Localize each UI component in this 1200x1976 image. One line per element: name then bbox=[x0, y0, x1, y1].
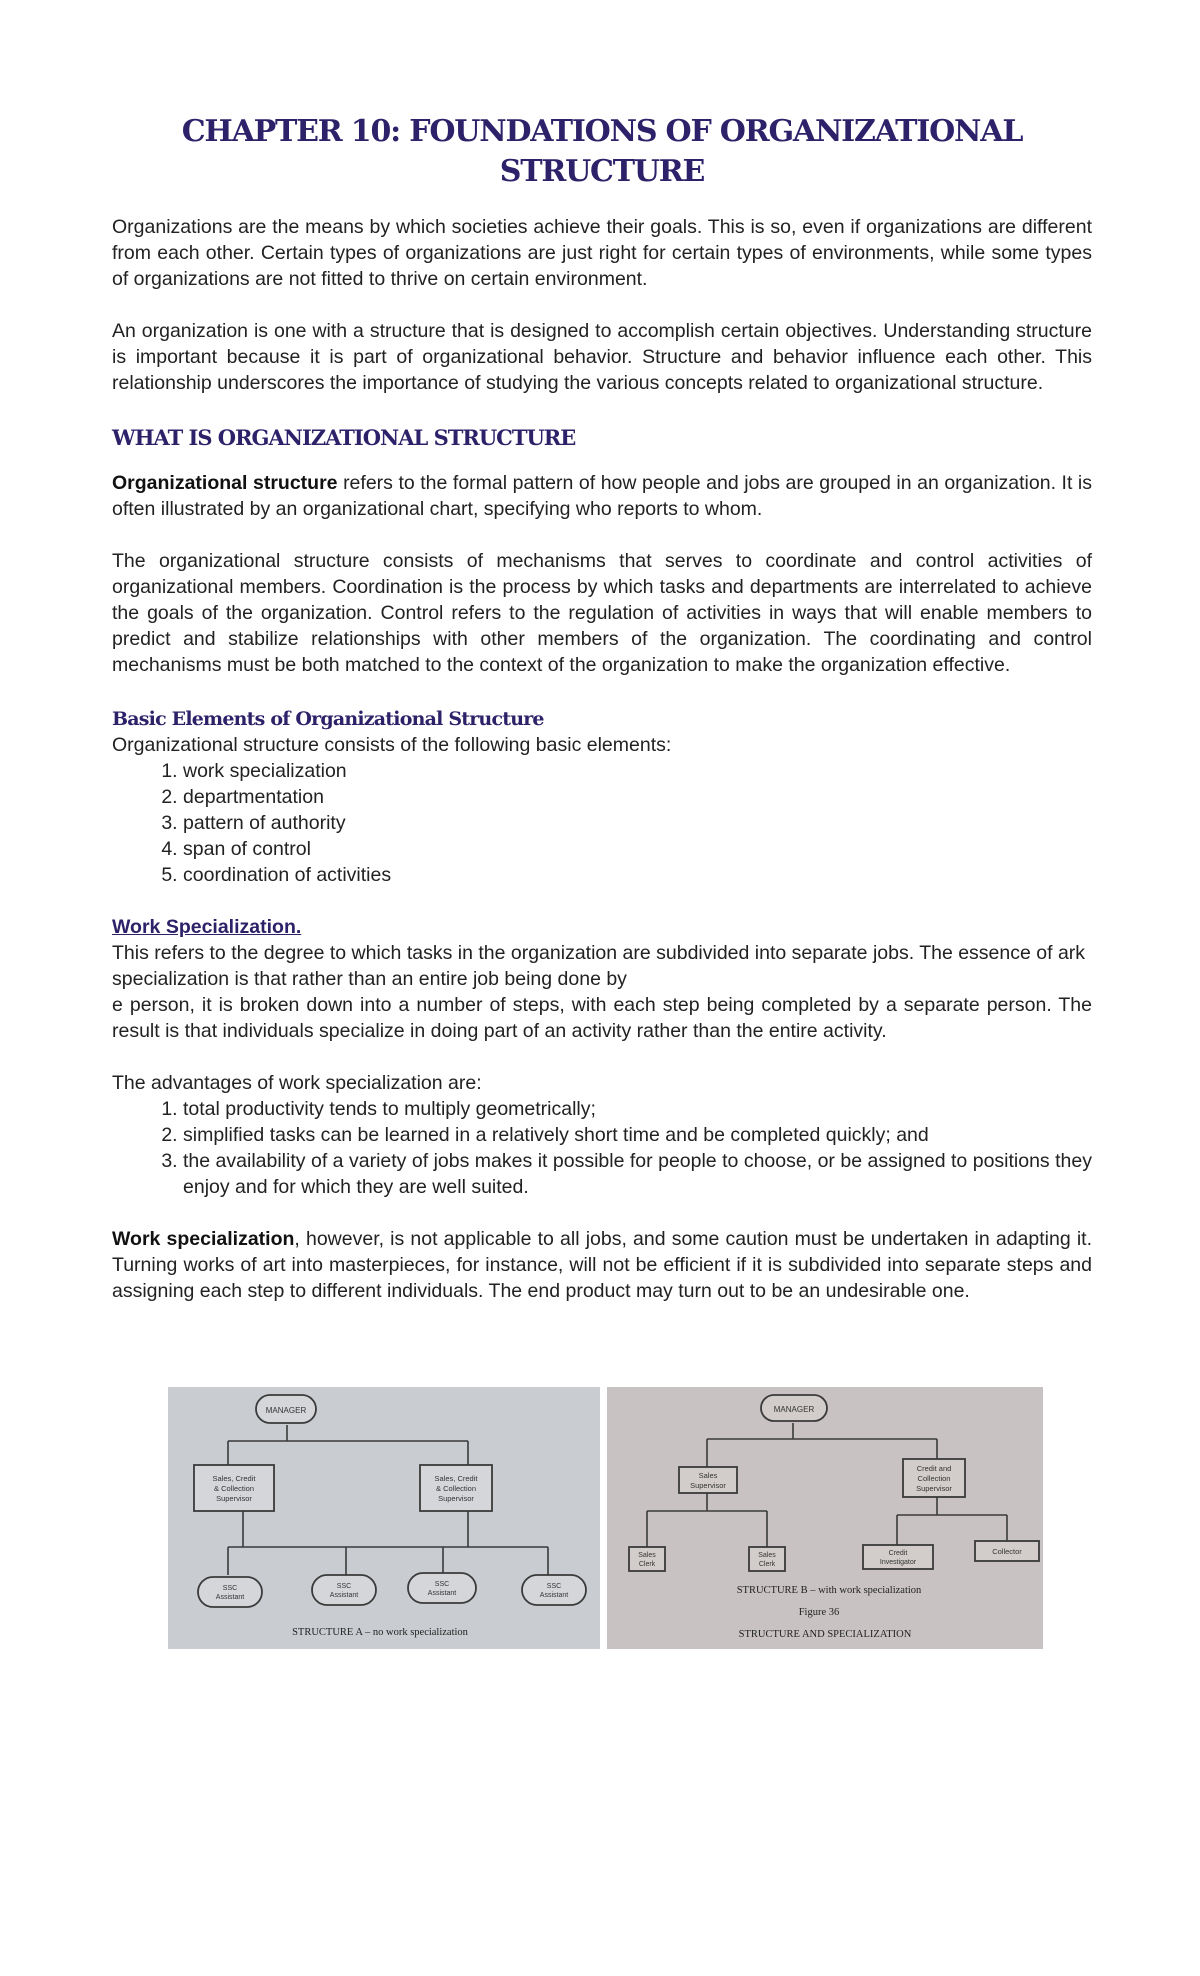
structure-a-figure bbox=[168, 1387, 600, 1649]
caution-text: , however, is not applicable to all jobs, and some caution must be undertaken in adapting it. Turning works of art into masterpieces, for instance, will not be efficient if it is subdivided into separate steps and assigning each step to different individuals. The end product may turn out to be an undesirable one. bbox=[112, 1228, 1092, 1302]
document-page bbox=[112, 112, 1092, 1304]
structure-b-caption: STRUCTURE B – with work specialization bbox=[736, 1585, 922, 1596]
credit-supervisor-label: Supervisor bbox=[916, 1484, 952, 1493]
definition-term: Organizational structure bbox=[112, 472, 338, 494]
basic-elements-intro: Organizational structure consists of the following basic elements: bbox=[112, 734, 672, 756]
assistant-node bbox=[522, 1575, 586, 1605]
structure-b-figure bbox=[607, 1387, 1043, 1649]
list-item: 5. coordination of activities bbox=[183, 862, 1092, 888]
sales-clerk-label: Sales bbox=[758, 1552, 776, 1559]
assistant-label: SSC bbox=[434, 1581, 450, 1588]
assistant-node bbox=[408, 1573, 476, 1603]
list-item: 1. total productivity tends to multiply geometrically; bbox=[183, 1096, 1092, 1122]
supervisor-right-line: Supervisor bbox=[438, 1494, 474, 1503]
definition-text: refers to the formal pattern of how people and jobs are grouped in an organization. It is often illustrated by an organizational chart, specifying who reports to whom. bbox=[112, 472, 1093, 520]
sales-supervisor-label: Supervisor bbox=[690, 1481, 726, 1490]
sales-clerk-label: Clerk bbox=[758, 1561, 776, 1568]
structure-a-caption: STRUCTURE A – no work specialization bbox=[292, 1627, 468, 1638]
caution-paragraph bbox=[112, 1226, 1092, 1304]
assistant-label: Assistant bbox=[215, 1594, 245, 1601]
figure-title: STRUCTURE AND SPECIALIZATION bbox=[738, 1629, 912, 1640]
section-heading: WHAT IS ORGANIZATIONAL STRUCTURE bbox=[112, 425, 576, 450]
basic-elements-heading: Basic Elements of Organizational Structure bbox=[112, 708, 544, 730]
manager-label: MANAGER bbox=[265, 1406, 307, 1415]
assistant-node bbox=[198, 1577, 262, 1607]
work-specialization-line-2: e person, it is broken down into a number of steps, with each step being completed by a separate person. The result is that individuals specialize in doing part of an activity rather than the entire activity. bbox=[112, 994, 1092, 1042]
list-item: 2. departmentation bbox=[183, 784, 1092, 810]
sales-clerk-label: Sales bbox=[638, 1552, 656, 1559]
manager-label: MANAGER bbox=[773, 1405, 815, 1414]
structure-a-chart bbox=[168, 1387, 600, 1649]
figures-row bbox=[168, 1387, 1043, 1649]
sales-supervisor-label: Sales bbox=[698, 1471, 718, 1480]
supervisor-left-line: & Collection bbox=[213, 1484, 255, 1493]
supervisor-right-line: Sales, Credit bbox=[434, 1474, 478, 1483]
figure-number: Figure 36 bbox=[798, 1607, 840, 1618]
structure-b-chart bbox=[607, 1387, 1043, 1649]
assistant-label: SSC bbox=[546, 1583, 562, 1590]
caution-term: Work specialization bbox=[112, 1228, 295, 1250]
supervisor-left-line: Sales, Credit bbox=[212, 1474, 256, 1483]
assistant-label: Assistant bbox=[329, 1592, 359, 1599]
advantages-list bbox=[112, 1096, 1092, 1200]
list-item: 2. simplified tasks can be learned in a relatively short time and be completed quickly; and bbox=[183, 1122, 1092, 1148]
credit-supervisor-label: Collection bbox=[917, 1474, 951, 1483]
list-item: 3. the availability of a variety of jobs makes it possible for people to choose, or be assigned to positions they enjoy and for which they are well suited. bbox=[183, 1148, 1092, 1200]
work-specialization-heading: Work Specialization. bbox=[112, 916, 302, 938]
sales-clerk-label: Clerk bbox=[638, 1561, 656, 1568]
definition-paragraph bbox=[112, 470, 1092, 522]
supervisor-left-line: Supervisor bbox=[216, 1494, 252, 1503]
intro-paragraph-2: An organization is one with a structure that is designed to accomplish certain objectives. Understanding structure is important because it is part of organizational behavior. Structure and behavior influence each other. This relationship underscores the importance of studying the various concepts related to organizational structure. bbox=[112, 320, 1092, 394]
assistant-label: SSC bbox=[222, 1585, 238, 1592]
assistant-node bbox=[312, 1575, 376, 1605]
supervisor-right-line: & Collection bbox=[435, 1484, 477, 1493]
list-item: 1. work specialization bbox=[183, 758, 1092, 784]
collector-label: Collector bbox=[992, 1547, 1022, 1556]
basic-elements-list bbox=[112, 758, 1092, 888]
credit-investigator-label: Credit bbox=[888, 1550, 908, 1557]
credit-investigator-label: Investigator bbox=[879, 1559, 917, 1566]
intro-paragraph-1: Organizations are the means by which societies achieve their goals. This is so, even if organizations are different from each other. Certain types of organizations are just right for certain types of environments, while some types of organizations are not fitted to thrive on certain environment. bbox=[112, 216, 1092, 290]
list-item: 3. pattern of authority bbox=[183, 810, 1092, 836]
work-specialization-line-1: This refers to the degree to which tasks in the organization are subdivided into separate jobs. The essence of ark specialization is that rather than an entire job being done by bbox=[112, 942, 1086, 990]
list-item: 4. span of control bbox=[183, 836, 1092, 862]
advantages-intro: The advantages of work specialization are: bbox=[112, 1072, 482, 1094]
assistant-label: SSC bbox=[336, 1583, 352, 1590]
mechanisms-paragraph: The organizational structure consists of mechanisms that serves to coordinate and control activities of organizational members. Coordination is the process by which tasks and departments are interrelated to achieve the goals of the organization. Control refers to the regulation of activities in ways that will enable members to predict and stabilize relationships with other members of the organization. The coordinating and control mechanisms must be both matched to the context of the organization to make the organization effective. bbox=[112, 550, 1092, 676]
assistant-label: Assistant bbox=[427, 1590, 457, 1597]
credit-supervisor-label: Credit and bbox=[916, 1464, 952, 1473]
assistant-label: Assistant bbox=[539, 1592, 569, 1599]
chapter-title: CHAPTER 10: FOUNDATIONS OF ORGANIZATIONAL STRUCTURE bbox=[181, 114, 1023, 189]
